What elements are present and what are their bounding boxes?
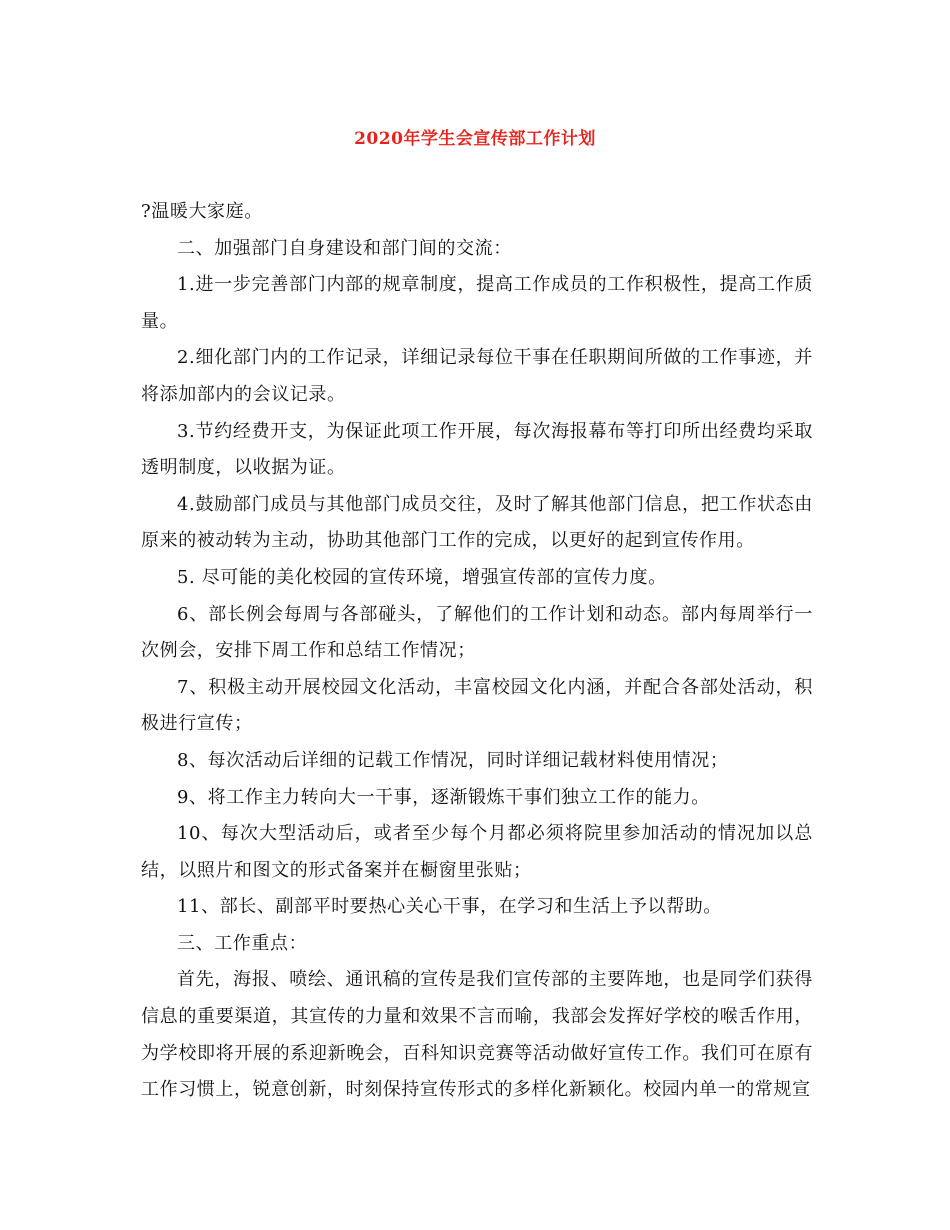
paragraph: 8、每次活动后详细的记载工作情况，同时详细记载材料使用情况； — [177, 749, 729, 771]
paragraph: 11、部长、副部平时要热心关心干事，在学习和生活上予以帮助。 — [177, 896, 722, 918]
section-heading: 三、工作重点： — [177, 932, 308, 954]
paragraph: 首先，海报、喷绘、通讯稿的宣传是我们宣传部的主要阵地，也是同学们获得信息的重要渠道，其宣传的力量和效果不言而喻，我部会发挥好学校的喉舌作用，为学校即将开展的系迎新晚会，百科知识竞赛等活动做好宣传工作。我们可在原有工作习惯上，锐意创新，时刻保持宣传形式的多样化新颖化。校园内单一的常规宣 — [141, 969, 813, 1101]
paragraph: 5. 尽可能的美化校园的宣传环境，增强宣传部的宣传力度。 — [177, 566, 667, 588]
section-heading: 二、加强部门自身建设和部门间的交流： — [177, 237, 512, 259]
paragraph: 7、积极主动开展校园文化活动，丰富校园文化内涵，并配合各部处活动，积极进行宣传； — [141, 676, 813, 735]
paragraph: 3.节约经费开支，为保证此项工作开展，每次海报幕布等打印所出经费均采取透明制度，以收据为证。 — [141, 420, 813, 479]
document-body — [141, 194, 813, 1109]
paragraph: 6、部长例会每周与各部碰头，了解他们的工作计划和动态。部内每周举行一次例会，安排下周工作和总结工作情况； — [141, 603, 813, 662]
paragraph: 9、将工作主力转向大一干事，逐渐锻炼干事们独立工作的能力。 — [177, 786, 710, 808]
paragraph: ?温暖大家庭。 — [141, 201, 263, 222]
paragraph: 1.进一步完善部门内部的规章制度，提高工作成员的工作积极性，提高工作质量。 — [141, 274, 813, 332]
paragraph: 10、每次大型活动后，或者至少每个月都必须将院里参加活动的情况加以总结，以照片和图文的形式备案并在橱窗里张贴； — [141, 823, 813, 881]
document-title: 2020年学生会宣传部工作计划 — [354, 129, 596, 149]
paragraph: 4.鼓励部门成员与其他部门成员交往，及时了解其他部门信息，把工作状态由原来的被动转为主动，协助其他部门工作的完成，以更好的起到宣传作用。 — [141, 493, 813, 552]
paragraph: 2.细化部门内的工作记录，详细记录每位干事在任职期间所做的工作事迹，并将添加部内的会议记录。 — [141, 347, 813, 405]
